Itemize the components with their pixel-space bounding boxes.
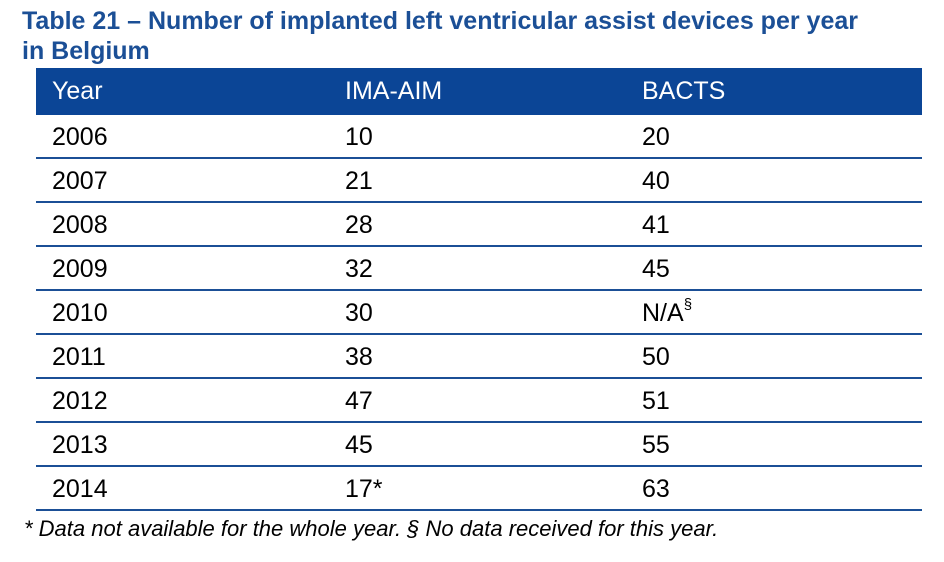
- year-cell: 2013: [52, 431, 108, 459]
- table-row: [36, 379, 922, 423]
- ima-aim-cell: 45: [345, 431, 373, 459]
- header-bacts: BACTS: [642, 77, 726, 105]
- bacts-value: 20: [642, 123, 670, 151]
- table-footnote: * Data not available for the whole year. § No data received for this year.: [24, 516, 719, 541]
- bacts-cell: [642, 291, 692, 335]
- bacts-cell: [642, 423, 670, 467]
- bacts-value: 45: [642, 255, 670, 283]
- table-row: [36, 467, 922, 511]
- ima-aim-cell: 10: [345, 123, 373, 151]
- bacts-value: 41: [642, 211, 670, 239]
- header-year: Year: [52, 77, 103, 105]
- table-title-line-2: in Belgium: [22, 37, 150, 65]
- footnote-mark: §: [683, 296, 693, 313]
- bacts-cell: [642, 467, 670, 511]
- bacts-value: 63: [642, 475, 670, 503]
- table-title: [22, 6, 932, 66]
- year-cell: 2006: [52, 123, 108, 151]
- bacts-value: 55: [642, 431, 670, 459]
- ima-aim-cell: 32: [345, 255, 373, 283]
- table-row: [36, 203, 922, 247]
- bacts-cell: [642, 335, 670, 379]
- table-row: [36, 247, 922, 291]
- table-row: [36, 423, 922, 467]
- ima-aim-cell: 30: [345, 299, 373, 327]
- year-cell: 2010: [52, 299, 108, 327]
- header-ima-aim: IMA-AIM: [345, 77, 443, 105]
- ima-aim-cell: 17*: [345, 475, 383, 503]
- year-cell: 2008: [52, 211, 108, 239]
- bacts-value: 51: [642, 387, 670, 415]
- data-table: [36, 68, 922, 511]
- year-cell: 2012: [52, 387, 108, 415]
- bacts-cell: [642, 203, 670, 247]
- bacts-cell: [642, 379, 670, 423]
- table-title-line-1: Table 21 – Number of implanted left ventricular assist devices per year: [22, 7, 858, 35]
- ima-aim-cell: 38: [345, 343, 373, 371]
- table-row: [36, 335, 922, 379]
- year-cell: 2014: [52, 475, 108, 503]
- year-cell: 2011: [52, 343, 106, 371]
- table-header-row: [36, 68, 922, 115]
- year-cell: 2009: [52, 255, 108, 283]
- ima-aim-cell: 21: [345, 167, 373, 195]
- ima-aim-cell: 28: [345, 211, 373, 239]
- bacts-value: N/A: [642, 299, 684, 327]
- bacts-cell: [642, 247, 670, 291]
- bacts-cell: [642, 115, 670, 159]
- bacts-cell: [642, 159, 670, 203]
- year-cell: 2007: [52, 167, 108, 195]
- ima-aim-cell: 47: [345, 387, 373, 415]
- bacts-value: 40: [642, 167, 670, 195]
- table-row: [36, 159, 922, 203]
- table-row: [36, 115, 922, 159]
- table-row: [36, 291, 922, 335]
- bacts-value: 50: [642, 343, 670, 371]
